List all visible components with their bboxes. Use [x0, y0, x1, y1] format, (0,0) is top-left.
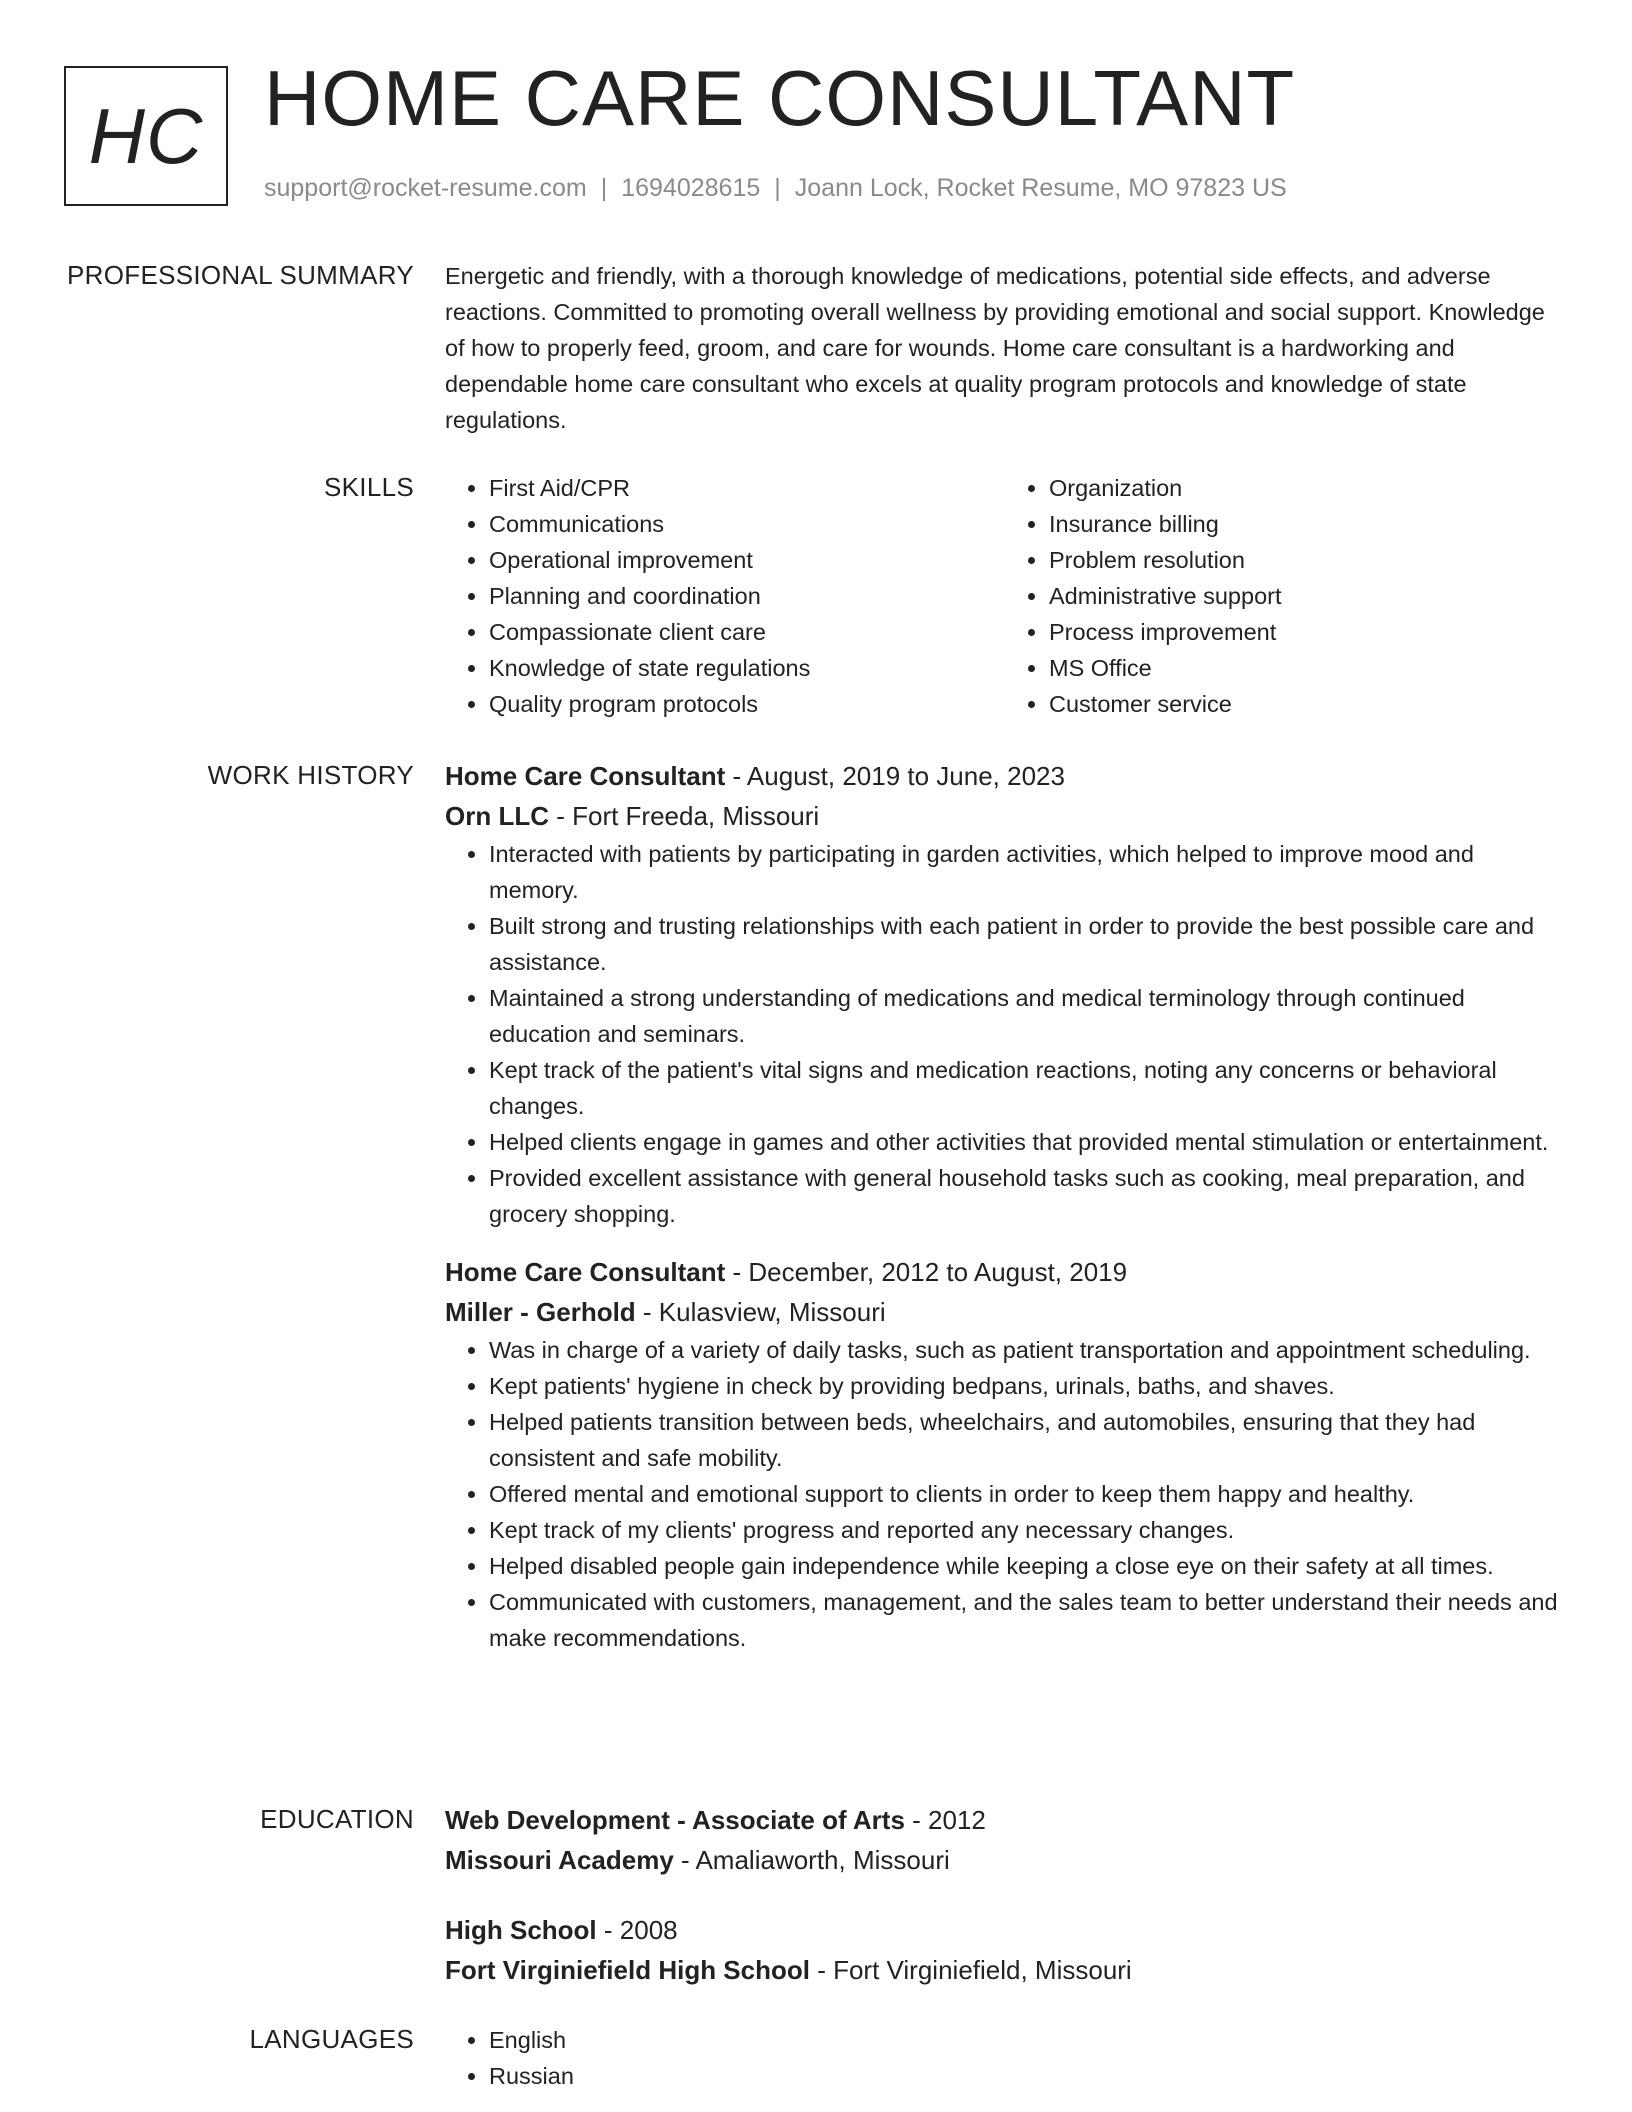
job-title-line: [445, 756, 1565, 796]
job-company-line: [445, 796, 1565, 836]
skill-item: • Organization: [1049, 470, 1565, 506]
job-duty: • Interacted with patients by participating in garden activities, which helped to improve mood and memory.: [489, 836, 1565, 908]
job-location: - Kulasview, Missouri: [635, 1297, 886, 1327]
job-company: Miller - Gerhold: [445, 1297, 636, 1327]
education-entry: [445, 1910, 1565, 1990]
school-line: [445, 1840, 1565, 1880]
degree-line: [445, 1910, 1565, 1950]
job-duty: • Communicated with customers, management, and the sales team to better understand their needs and make recommendations.: [489, 1584, 1565, 1656]
job-company: Orn LLC: [445, 801, 549, 831]
contact-email[interactable]: support@rocket-resume.com: [264, 174, 587, 202]
skill-item: • Operational improvement: [489, 542, 1005, 578]
job-duty: • Helped disabled people gain independence while keeping a close eye on their safety at all times.: [489, 1548, 1565, 1584]
school: Fort Virginiefield High School: [445, 1955, 810, 1985]
section-heading-summary: PROFESSIONAL SUMMARY: [67, 260, 414, 290]
education-entry: [445, 1800, 1565, 1880]
skill-item: • Problem resolution: [1049, 542, 1565, 578]
job-company-line: [445, 1292, 1565, 1332]
section-heading-work-history: WORK HISTORY: [207, 760, 414, 790]
job-duty: • Helped clients engage in games and other activities that provided mental stimulation or entertainment.: [489, 1124, 1565, 1160]
work-history-body: [445, 756, 1565, 1656]
skill-item: • Process improvement: [1049, 614, 1565, 650]
job-duties-list: [445, 836, 1565, 1232]
school: Missouri Academy: [445, 1845, 674, 1875]
school-line: [445, 1950, 1565, 1990]
job-dates: - August, 2019 to June, 2023: [725, 761, 1065, 791]
summary-text: Energetic and friendly, with a thorough knowledge of medications, potential side effects, and adverse reactions. Committed to promoting overall wellness by providing emotional and social support. Knowledge of how to properly feed, groom, and care for wounds. Home care consultant is a hardworking and dependable home care consultant who excels at quality program protocols and knowledge of state regulations.: [445, 263, 1545, 433]
job-duty: • Kept track of my clients' progress and reported any necessary changes.: [489, 1512, 1565, 1548]
contact-separator: |: [774, 174, 781, 202]
contact-separator: |: [600, 174, 608, 202]
skill-item: • Customer service: [1049, 686, 1565, 722]
degree: Web Development - Associate of Arts: [445, 1805, 905, 1835]
skill-item: • Planning and coordination: [489, 578, 1005, 614]
degree-year: - 2008: [596, 1915, 678, 1945]
job-duty: • Offered mental and emotional support to clients in order to keep them happy and healthy.: [489, 1476, 1565, 1512]
degree: High School: [445, 1915, 597, 1945]
skill-item: • Insurance billing: [1049, 506, 1565, 542]
skills-list-left: [445, 470, 1005, 722]
job-duty: • Provided excellent assistance with general household tasks such as cooking, meal preparation, and grocery shopping.: [489, 1160, 1565, 1232]
monogram-logo: HC: [64, 66, 228, 206]
job-entry: [445, 756, 1565, 1232]
job-duty: • Was in charge of a variety of daily tasks, such as patient transportation and appointment scheduling.: [489, 1332, 1565, 1368]
job-dates: - December, 2012 to August, 2019: [725, 1257, 1128, 1287]
skills-list-right: [1005, 470, 1565, 722]
job-duty: • Built strong and trusting relationships with each patient in order to provide the best possible care and assistance.: [489, 908, 1565, 980]
contact-address: Joann Lock, Rocket Resume, MO 97823 US: [794, 174, 1287, 202]
section-heading-education: EDUCATION: [260, 1804, 414, 1834]
job-location: - Fort Freeda, Missouri: [549, 801, 820, 831]
job-title: Home Care Consultant: [445, 1257, 726, 1287]
language-item: • English: [489, 2022, 1565, 2058]
languages-body: [445, 2022, 1565, 2094]
skills-grid: [445, 470, 1565, 722]
degree-line: [445, 1800, 1565, 1840]
section-heading-languages: LANGUAGES: [249, 2024, 414, 2054]
section-heading-skills: SKILLS: [324, 472, 414, 502]
school-location: - Fort Virginiefield, Missouri: [809, 1955, 1132, 1985]
language-item: • Russian: [489, 2058, 1565, 2094]
contact-line: [264, 174, 1287, 203]
job-entry: [445, 1252, 1565, 1656]
job-duties-list: [445, 1332, 1565, 1656]
job-duty: • Kept track of the patient's vital signs and medication reactions, noting any concerns or behavioral changes.: [489, 1052, 1565, 1124]
job-title-line: [445, 1252, 1565, 1292]
skill-item: • First Aid/CPR: [489, 470, 1005, 506]
skill-item: • Quality program protocols: [489, 686, 1005, 722]
contact-phone[interactable]: 1694028615: [621, 174, 761, 202]
languages-list: [445, 2022, 1565, 2094]
skill-item: • Administrative support: [1049, 578, 1565, 614]
resume-title: HOME CARE CONSULTANT: [264, 54, 1296, 142]
skill-item: • Communications: [489, 506, 1005, 542]
job-title: Home Care Consultant: [445, 761, 726, 791]
job-duty: • Helped patients transition between beds, wheelchairs, and automobiles, ensuring that they had consistent and safe mobility.: [489, 1404, 1565, 1476]
job-duty: • Maintained a strong understanding of medications and medical terminology through continued education and seminars.: [489, 980, 1565, 1052]
job-duty: • Kept patients' hygiene in check by providing bedpans, urinals, baths, and shaves.: [489, 1368, 1565, 1404]
skill-item: • Knowledge of state regulations: [489, 650, 1005, 686]
school-location: - Amaliaworth, Missouri: [673, 1845, 950, 1875]
degree-year: - 2012: [904, 1805, 986, 1835]
summary-body: [445, 258, 1565, 438]
education-body: [445, 1800, 1565, 1990]
skill-item: • MS Office: [1049, 650, 1565, 686]
skill-item: • Compassionate client care: [489, 614, 1005, 650]
